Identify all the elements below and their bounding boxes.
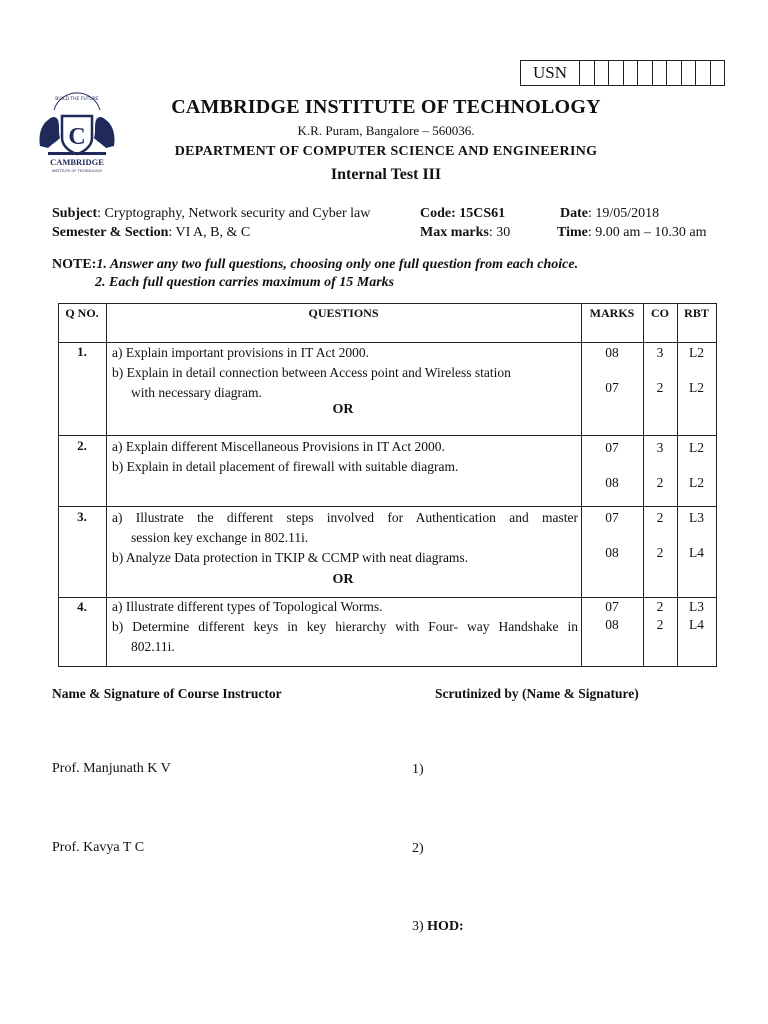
question-1a: a) Explain important provisions in IT Act 2000. bbox=[112, 345, 369, 360]
logo-name: CAMBRIDGE bbox=[50, 157, 104, 167]
scrutinized-heading: Scrutinized by (Name & Signature) bbox=[435, 686, 639, 701]
subject-line bbox=[52, 206, 370, 222]
subject-value: : Cryptography, Network security and Cyber law bbox=[97, 206, 371, 221]
semester-label: Semester & Section bbox=[52, 225, 169, 240]
hod-label: HOD: bbox=[427, 919, 464, 934]
usn-cell[interactable] bbox=[696, 61, 711, 85]
note-block bbox=[52, 257, 578, 273]
questions-table bbox=[58, 303, 717, 667]
header-marks: MARKS bbox=[589, 306, 635, 320]
question-1b-cont: with necessary diagram. bbox=[131, 385, 262, 400]
rbt-2a: L2 bbox=[689, 440, 704, 455]
co-4a: 2 bbox=[656, 599, 664, 614]
test-title: Internal Test III bbox=[330, 166, 442, 183]
instructor-2: Prof. Kavya T C bbox=[52, 840, 145, 855]
question-2a: a) Explain different Miscellaneous Provisions in IT Act 2000. bbox=[112, 439, 445, 454]
subject-label: Subject bbox=[52, 206, 98, 221]
code-line bbox=[420, 206, 505, 222]
question-number: 2. bbox=[77, 438, 87, 453]
usn-box bbox=[520, 60, 725, 86]
question-2-text bbox=[112, 437, 578, 477]
co-3a: 2 bbox=[656, 510, 664, 525]
note-line-1: 1. Answer any two full questions, choosing only one full question from each choice. bbox=[96, 257, 579, 272]
marks-2b: 08 bbox=[605, 475, 619, 490]
instructor-heading: Name & Signature of Course Instructor bbox=[52, 686, 282, 701]
time-value: : 9.00 am – 10.30 am bbox=[587, 225, 707, 240]
maxmarks-value: : 30 bbox=[488, 225, 511, 240]
question-4b: b) Determine different keys in key hierarchy with Four- way Handshake in bbox=[112, 619, 578, 634]
logo-shield-letter: C bbox=[68, 124, 86, 150]
co-3b: 2 bbox=[656, 545, 664, 560]
usn-label: USN bbox=[521, 61, 580, 85]
question-3-text bbox=[112, 508, 578, 568]
logo-subtext: INSTITUTE OF TECHNOLOGY bbox=[51, 169, 103, 173]
institute-address: K.R. Puram, Bangalore – 560036. bbox=[297, 123, 475, 138]
instructor-1: Prof. Manjunath K V bbox=[52, 761, 171, 776]
question-number: 3. bbox=[77, 509, 87, 524]
date-label: Date bbox=[560, 206, 588, 221]
co-4b: 2 bbox=[656, 617, 664, 632]
marks-4b: 08 bbox=[605, 617, 619, 632]
or-separator: OR bbox=[332, 572, 354, 587]
question-4b-cont: 802.11i. bbox=[131, 639, 175, 654]
marks-1b: 07 bbox=[605, 380, 619, 395]
usn-cell[interactable] bbox=[653, 61, 668, 85]
usn-cell[interactable] bbox=[580, 61, 595, 85]
department-name: DEPARTMENT OF COMPUTER SCIENCE AND ENGINEERING bbox=[174, 144, 598, 159]
usn-cell[interactable] bbox=[711, 61, 725, 85]
scrutinizer-3 bbox=[412, 919, 464, 935]
rbt-3b: L4 bbox=[689, 545, 704, 560]
rbt-4b: L4 bbox=[689, 617, 704, 632]
co-1b: 2 bbox=[656, 380, 664, 395]
note-block-2 bbox=[95, 275, 394, 291]
usn-cell[interactable] bbox=[609, 61, 624, 85]
date-value: : 19/05/2018 bbox=[588, 206, 660, 221]
note-label: NOTE: bbox=[52, 257, 97, 272]
institute-logo bbox=[34, 86, 120, 178]
semester-value: : VI A, B, & C bbox=[168, 225, 251, 240]
question-3a: a) Illustrate the different steps involved for Authentication and master bbox=[112, 510, 578, 525]
question-number: 1. bbox=[77, 344, 87, 359]
rbt-2b: L2 bbox=[689, 475, 704, 490]
marks-2a: 07 bbox=[605, 440, 619, 455]
semester-line bbox=[52, 225, 250, 241]
marks-4a: 07 bbox=[605, 599, 619, 614]
rbt-4a: L3 bbox=[689, 599, 704, 614]
code-label: Code bbox=[420, 206, 452, 221]
time-label: Time bbox=[557, 225, 588, 240]
scrutinizer-3-number: 3) bbox=[412, 919, 424, 934]
or-separator: OR bbox=[332, 402, 354, 417]
question-3a-cont: session key exchange in 802.11i. bbox=[131, 530, 309, 545]
rbt-1a: L2 bbox=[689, 345, 704, 360]
usn-cell[interactable] bbox=[667, 61, 682, 85]
scrutinizer-2: 2) bbox=[412, 841, 424, 856]
maxmarks-line bbox=[420, 225, 510, 241]
question-1-text bbox=[112, 343, 578, 403]
usn-cell[interactable] bbox=[624, 61, 639, 85]
header-questions: QUESTIONS bbox=[308, 306, 379, 320]
date-line bbox=[560, 206, 659, 222]
header-co: CO bbox=[651, 306, 669, 320]
co-2b: 2 bbox=[656, 475, 664, 490]
rbt-3a: L3 bbox=[689, 510, 704, 525]
institute-name: CAMBRIDGE INSTITUTE OF TECHNOLOGY bbox=[171, 96, 601, 118]
usn-cell[interactable] bbox=[595, 61, 610, 85]
logo-arc-text: BUILD THE FUTURE bbox=[55, 97, 99, 102]
rbt-1b: L2 bbox=[689, 380, 704, 395]
co-1a: 3 bbox=[656, 345, 664, 360]
code-value: : 15CS61 bbox=[451, 206, 506, 221]
header-qno: Q NO. bbox=[65, 306, 99, 320]
usn-cell[interactable] bbox=[638, 61, 653, 85]
marks-3b: 08 bbox=[605, 545, 619, 560]
note-line-2: 2. Each full question carries maximum of 15 Marks bbox=[95, 275, 395, 290]
marks-3a: 07 bbox=[605, 510, 619, 525]
scrutinizer-1: 1) bbox=[412, 762, 424, 777]
usn-cell[interactable] bbox=[682, 61, 697, 85]
question-4a: a) Illustrate different types of Topological Worms. bbox=[112, 599, 383, 614]
maxmarks-label: Max marks bbox=[420, 225, 489, 240]
question-4-text bbox=[112, 597, 578, 657]
marks-1a: 08 bbox=[605, 345, 619, 360]
question-number: 4. bbox=[77, 599, 87, 614]
question-1b: b) Explain in detail connection between Access point and Wireless station bbox=[112, 365, 511, 380]
question-2b: b) Explain in detail placement of firewall with suitable diagram. bbox=[112, 459, 459, 474]
co-2a: 3 bbox=[656, 440, 664, 455]
question-3b: b) Analyze Data protection in TKIP & CCMP with neat diagrams. bbox=[112, 550, 469, 565]
header-rbt: RBT bbox=[684, 306, 709, 320]
time-line bbox=[557, 225, 706, 241]
